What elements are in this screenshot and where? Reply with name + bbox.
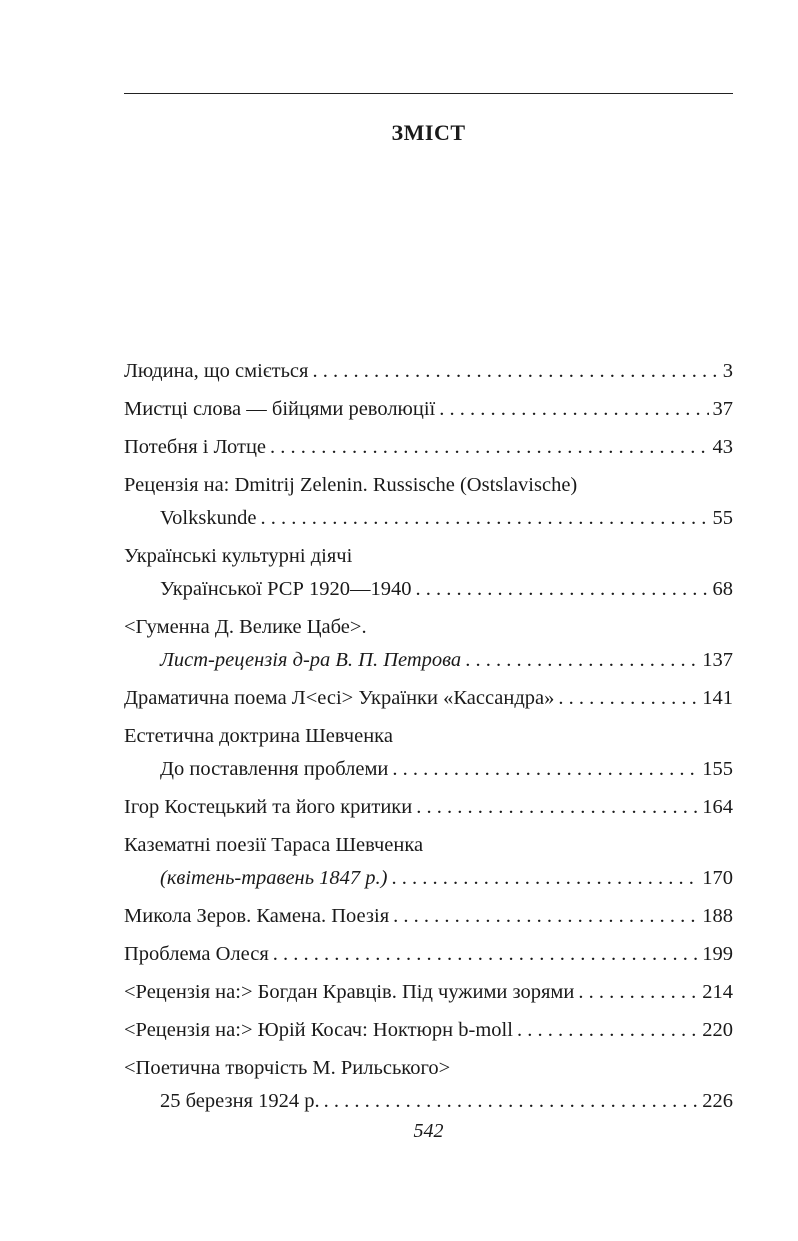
toc-entry-subtitle: Volkskunde — [160, 507, 257, 529]
toc-entry-title: Людина, що сміється — [124, 360, 309, 382]
toc-entry-page: 43 — [712, 436, 733, 458]
toc-entry-title: Микола Зеров. Камена. Поезія — [124, 905, 390, 927]
toc-entry-subtitle: До поставлення проблеми — [160, 758, 389, 780]
toc-entry-page: 214 — [702, 981, 733, 1003]
toc-entry — [124, 791, 733, 824]
table-of-contents — [124, 355, 733, 1123]
toc-entry-title: Українські культурні діячі — [124, 545, 353, 567]
toc-entry-title: Естетична доктрина Шевченка — [124, 725, 393, 747]
toc-entry — [124, 682, 733, 715]
dot-leader — [558, 682, 698, 715]
toc-entry-subtitle: (квітень-травень 1847 р.) — [160, 867, 388, 889]
toc-entry-subtitle: Української РСР 1920—1940 — [160, 578, 412, 600]
toc-entry-page: 226 — [702, 1090, 733, 1112]
toc-entry-title: Драматична поема Л<есі> Українки «Кассандра» — [124, 687, 555, 709]
toc-entry-page: 37 — [712, 398, 733, 420]
dot-leader — [312, 355, 718, 388]
toc-entry-page: 164 — [702, 796, 733, 818]
toc-entry-title: Мистці слова — бійцями революції — [124, 398, 436, 420]
toc-entry-page: 199 — [702, 943, 733, 965]
toc-entry-title: <Рецензія на:> Юрій Косач: Ноктюрн b-moll — [124, 1019, 513, 1041]
toc-entry-page: 55 — [712, 507, 733, 529]
toc-entry — [124, 829, 733, 895]
toc-entry-title: Казематні поезії Тараса Шевченка — [124, 834, 424, 856]
toc-entry-title: <Гуменна Д. Велике Цабе>. — [124, 616, 367, 638]
toc-entry-title: <Рецензія на:> Богдан Кравців. Під чужими зорями — [124, 981, 575, 1003]
toc-entry-subtitle: Лист-рецензія д-ра В. П. Петрова — [160, 649, 462, 671]
dot-leader — [392, 753, 698, 786]
toc-entry-title: <Поетична творчість М. Рильського> — [124, 1057, 451, 1079]
dot-leader — [578, 976, 698, 1009]
toc-entry — [124, 469, 733, 535]
dot-leader — [273, 938, 698, 971]
toc-entry-page: 68 — [712, 578, 733, 600]
toc-entry-page: 170 — [702, 867, 733, 889]
toc-entry — [124, 1052, 733, 1118]
toc-entry-page: 137 — [702, 649, 733, 671]
toc-entry — [124, 393, 733, 426]
dot-leader — [260, 502, 708, 535]
toc-entry-page: 155 — [702, 758, 733, 780]
toc-entry — [124, 720, 733, 786]
dot-leader — [465, 644, 698, 677]
dot-leader — [517, 1014, 698, 1047]
toc-entry-page: 141 — [702, 687, 733, 709]
dot-leader — [324, 1085, 699, 1118]
dot-leader — [270, 431, 708, 464]
toc-entry-page: 220 — [702, 1019, 733, 1041]
dot-leader — [415, 573, 708, 606]
toc-entry-title: Проблема Олеся — [124, 943, 269, 965]
toc-entry-page: 3 — [722, 360, 733, 382]
toc-entry — [124, 355, 733, 388]
toc-entry — [124, 938, 733, 971]
dot-leader — [393, 900, 698, 933]
toc-entry — [124, 976, 733, 1009]
header-rule — [124, 93, 733, 94]
toc-entry — [124, 431, 733, 464]
toc-entry-page: 188 — [702, 905, 733, 927]
page-title: ЗМІСТ — [391, 120, 466, 145]
toc-entry-title: Потебня і Лотце — [124, 436, 267, 458]
toc-entry — [124, 611, 733, 677]
toc-entry-title: Рецензія на: Dmitrij Zelenin. Russische (Ostslavische) — [124, 474, 578, 496]
toc-entry — [124, 1014, 733, 1047]
toc-entry — [124, 540, 733, 606]
toc-entry-subtitle: 25 березня 1924 р. — [160, 1090, 320, 1112]
dot-leader — [392, 862, 699, 895]
dot-leader — [416, 791, 698, 824]
toc-entry — [124, 900, 733, 933]
toc-entry-title: Ігор Костецький та його критики — [124, 796, 413, 818]
dot-leader — [439, 393, 708, 426]
page-number: 542 — [413, 1120, 444, 1142]
